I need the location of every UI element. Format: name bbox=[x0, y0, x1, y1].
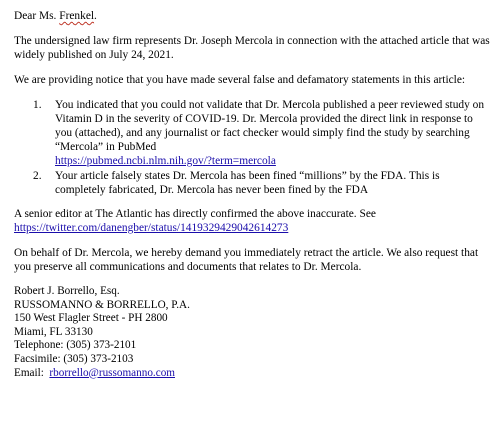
address-line-2: Miami, FL 33130 bbox=[14, 325, 93, 338]
salutation bbox=[14, 9, 492, 23]
twitter-link[interactable]: https://twitter.com/danengber/status/1419329429042614273 bbox=[14, 222, 289, 234]
list-item bbox=[14, 169, 492, 197]
salutation-prefix: Dear Ms. bbox=[14, 10, 60, 22]
salutation-suffix: . bbox=[94, 10, 97, 22]
letter-body bbox=[14, 9, 492, 380]
intro-paragraph: The undersigned law firm represents Dr. Joseph Mercola in connection with the attached article that was widely published on July 24, 2021. bbox=[14, 35, 490, 61]
telephone: Telephone: (305) 373-2101 bbox=[14, 339, 137, 352]
signer-name: Robert J. Borrello, Esq. bbox=[14, 285, 120, 297]
email-link[interactable]: rborrello@russomanno.com bbox=[49, 366, 175, 379]
signature-block bbox=[14, 285, 492, 380]
address-line-1: 150 West Flagler Street - PH 2800 bbox=[14, 312, 168, 325]
email-label: Email: bbox=[14, 366, 50, 379]
pubmed-link[interactable]: https://pubmed.ncbi.nlm.nih.gov/?term=mercola bbox=[55, 155, 276, 167]
editor-confirmation-paragraph bbox=[14, 207, 492, 235]
notice-paragraph: We are providing notice that you have made several false and defamatory statements in this article: bbox=[14, 74, 466, 86]
list-item bbox=[14, 98, 492, 168]
list-item-text: Your article falsely states Dr. Mercola has been fined “millions” by the FDA. This is completely fabricated, Dr. Mercola has never been fined by the FDA bbox=[55, 170, 440, 196]
claims-list bbox=[14, 98, 492, 197]
list-item-number: 2. bbox=[33, 170, 42, 182]
firm-name: RUSSOMANNO & BORRELLO, P.A. bbox=[14, 298, 190, 311]
email-line bbox=[14, 367, 492, 381]
list-item-text: You indicated that you could not validate that Dr. Mercola published a peer reviewed study on Vitamin D in the severity of COVID-19. Dr. Mercola provided the direct link in response to you (attached), and any journalist or fact checker would simply find the study by searching “Mercola” in PubMed bbox=[55, 99, 485, 153]
facsimile: Facsimile: (305) 373-2103 bbox=[14, 352, 134, 365]
demand-paragraph: On behalf of Dr. Mercola, we hereby demand you immediately retract the article. We also request that you preserve all communications and documents that relates to Dr. Mercola. bbox=[14, 247, 479, 273]
salutation-name: Frenkel bbox=[59, 10, 95, 22]
list-item-number: 1. bbox=[33, 99, 42, 111]
editor-confirmation-text: A senior editor at The Atlantic has directly confirmed the above inaccurate. See bbox=[14, 208, 376, 220]
